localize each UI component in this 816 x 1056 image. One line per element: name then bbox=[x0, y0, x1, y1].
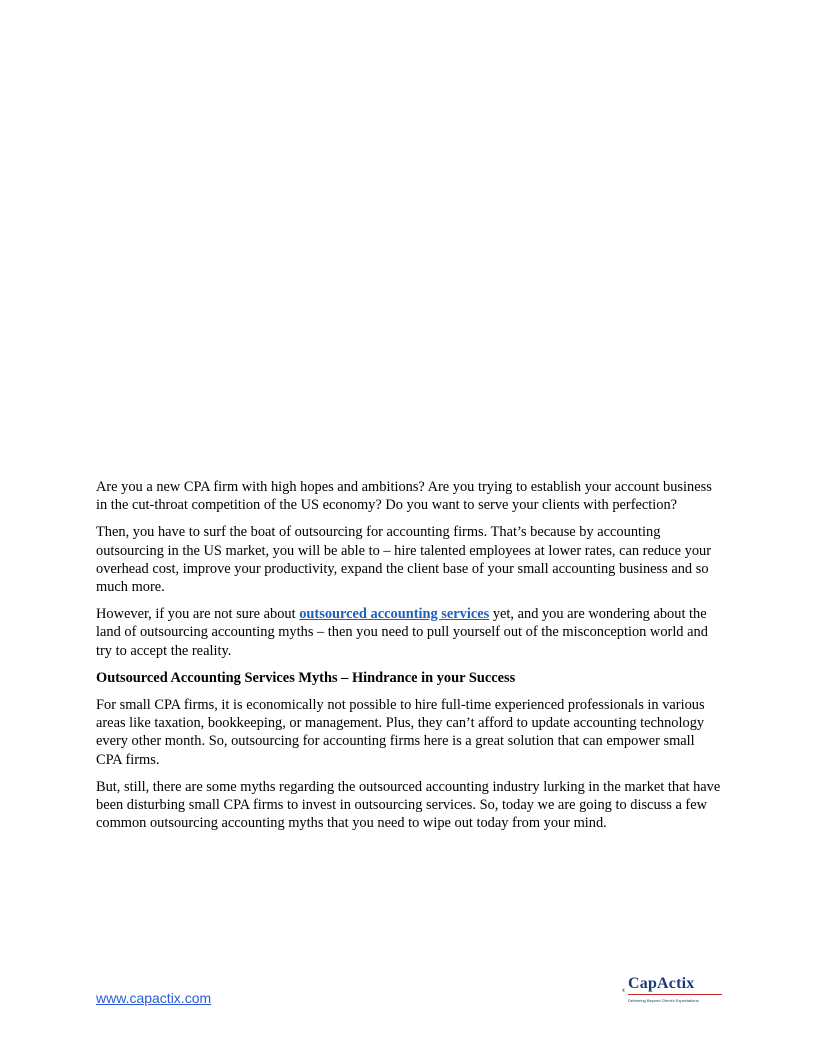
paragraph-outsourcing-benefits: Then, you have to surf the boat of outsourcing for accounting firms. That’s because by accounting outsourcing in the US market, you will be able to – hire talented employees at lower rates, can reduce your overhead cost, improve your productivity, expand the client base of your small accounting business and so much more. bbox=[96, 524, 712, 596]
logo-tagline: Delivering Beyond Client's Expectations bbox=[628, 998, 699, 1003]
paragraph-text-before-link: However, if you are not sure about bbox=[96, 606, 300, 623]
paragraph-myths-intro bbox=[96, 605, 722, 660]
footer-website-link[interactable]: www.capactix.com bbox=[96, 990, 212, 1006]
section-heading: Outsourced Accounting Services Myths – Hindrance in your Success bbox=[96, 669, 516, 686]
capactix-swoosh-icon bbox=[622, 975, 626, 1005]
document-body bbox=[96, 478, 722, 841]
outsourced-accounting-services-link[interactable]: outsourced accounting services bbox=[299, 606, 490, 623]
paragraph-intro: Are you a new CPA firm with high hopes and ambitions? Are you trying to establish your account business in the cut-throat competition of the US economy? Do you want to serve your clients with perfection? bbox=[96, 479, 712, 514]
paragraph-myths-discussion: But, still, there are some myths regarding the outsourced accounting industry lurking in the market that have been disturbing small CPA firms to invest in outsourcing services. So, today we are going to discuss a few common outsourcing accounting myths that you need to wipe out today from your mind. bbox=[96, 778, 721, 832]
capactix-logo bbox=[622, 975, 722, 1007]
logo-text-block bbox=[628, 975, 722, 1004]
logo-divider bbox=[628, 994, 722, 995]
paragraph-small-cpa-firms: For small CPA firms, it is economically not possible to hire full-time experienced professionals in various areas like taxation, bookkeeping, or management. Plus, they can’t afford to update accounting technology every other month. So, outsourcing for accounting firms here is a great solution that can empower small CPA firms. bbox=[96, 697, 705, 768]
logo-name: CapActix bbox=[628, 975, 695, 992]
paragraph-text-after-link: yet, and you are wondering about the land of outsourcing accounting myths – then you need to pull yourself out of the misconception world and try to accept the reality. bbox=[96, 606, 708, 659]
